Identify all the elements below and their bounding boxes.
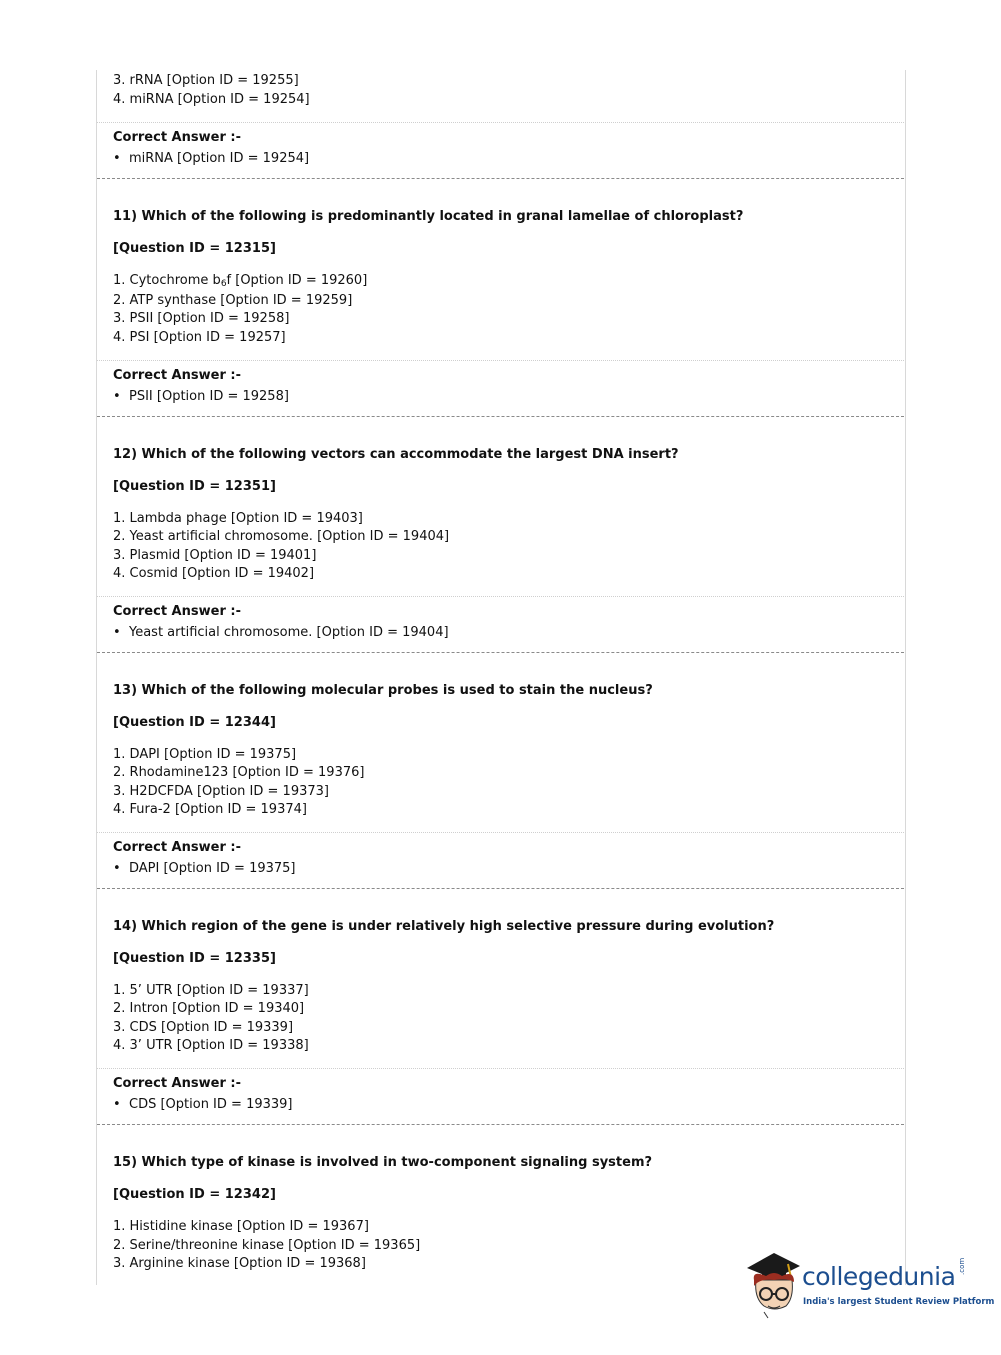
q13-option-4: 4. Fura-2 [Option ID = 19374]	[113, 802, 307, 817]
divider	[97, 596, 904, 597]
logo-wordmark: collegedunia	[802, 1262, 956, 1291]
q15-option-2: 2. Serine/threonine kinase [Option ID = 19365]	[113, 1238, 421, 1253]
q10-option-3: 3. rRNA [Option ID = 19255]	[113, 73, 299, 88]
q15-option-3: 3. Arginine kinase [Option ID = 19368]	[113, 1256, 366, 1271]
q15-question-id: [Question ID = 12342]	[113, 1187, 276, 1202]
divider	[97, 832, 904, 833]
q14-option-2: 2. Intron [Option ID = 19340]	[113, 1001, 305, 1016]
q14-option-3: 3. CDS [Option ID = 19339]	[113, 1020, 294, 1035]
logo-tagline: India's largest Student Review Platform	[803, 1297, 995, 1307]
divider	[97, 1068, 904, 1069]
correct-answer-label: Correct Answer :-	[113, 840, 241, 855]
q13-correct-answer: • DAPI [Option ID = 19375]	[129, 860, 296, 878]
q14-option-4: 4. 3’ UTR [Option ID = 19338]	[113, 1038, 309, 1053]
question-separator	[97, 178, 904, 179]
logo-com: .com	[958, 1257, 966, 1275]
q10-option-4: 4. miRNA [Option ID = 19254]	[113, 92, 310, 107]
question-separator	[97, 652, 904, 653]
q12-question-id: [Question ID = 12351]	[113, 479, 276, 494]
q11-option-4: 4. PSI [Option ID = 19257]	[113, 330, 286, 345]
q14-option-1: 1. 5’ UTR [Option ID = 19337]	[113, 983, 309, 998]
correct-answer-label: Correct Answer :-	[113, 130, 241, 145]
q12-question: 12) Which of the following vectors can accommodate the largest DNA insert?	[113, 447, 679, 462]
q12-option-2: 2. Yeast artificial chromosome. [Option ID = 19404]	[113, 529, 450, 544]
q12-option-3: 3. Plasmid [Option ID = 19401]	[113, 548, 317, 563]
question-separator	[97, 888, 904, 889]
divider	[97, 360, 904, 361]
q11-option-2: 2. ATP synthase [Option ID = 19259]	[113, 293, 353, 308]
q11-option-3: 3. PSII [Option ID = 19258]	[113, 311, 290, 326]
q13-option-2: 2. Rhodamine123 [Option ID = 19376]	[113, 765, 365, 780]
correct-answer-label: Correct Answer :-	[113, 604, 241, 619]
question-separator	[97, 1124, 904, 1125]
q12-correct-answer: • Yeast artificial chromosome. [Option ID = 19404]	[129, 624, 449, 642]
q13-option-1: 1. DAPI [Option ID = 19375]	[113, 747, 297, 762]
q13-question-id: [Question ID = 12344]	[113, 715, 276, 730]
q15-option-1: 1. Histidine kinase [Option ID = 19367]	[113, 1219, 369, 1234]
q11-question-id: [Question ID = 12315]	[113, 241, 276, 256]
q11-correct-answer: • PSII [Option ID = 19258]	[129, 388, 289, 406]
q14-correct-answer: • CDS [Option ID = 19339]	[129, 1096, 293, 1114]
divider	[97, 122, 904, 123]
q11-option-1: 1. Cytochrome $b_6f$ [Option ID = 19260]	[113, 273, 368, 289]
correct-answer-label: Correct Answer :-	[113, 1076, 241, 1091]
q12-option-4: 4. Cosmid [Option ID = 19402]	[113, 566, 315, 581]
q13-question: 13) Which of the following molecular probes is used to stain the nucleus?	[113, 683, 653, 698]
q13-option-3: 3. H2DCFDA [Option ID = 19373]	[113, 784, 329, 799]
question-separator	[97, 416, 904, 417]
q15-question: 15) Which type of kinase is involved in two-component signaling system?	[113, 1155, 653, 1170]
q14-question-id: [Question ID = 12335]	[113, 951, 276, 966]
q11-question: 11) Which of the following is predominantly located in granal lamellae of chloroplast?	[113, 209, 744, 224]
q14-question: 14) Which region of the gene is under relatively high selective pressure during evolution?	[113, 919, 775, 934]
correct-answer-label: Correct Answer :-	[113, 368, 241, 383]
q10-correct-answer: • miRNA [Option ID = 19254]	[129, 150, 309, 168]
q12-option-1: 1. Lambda phage [Option ID = 19403]	[113, 511, 363, 526]
